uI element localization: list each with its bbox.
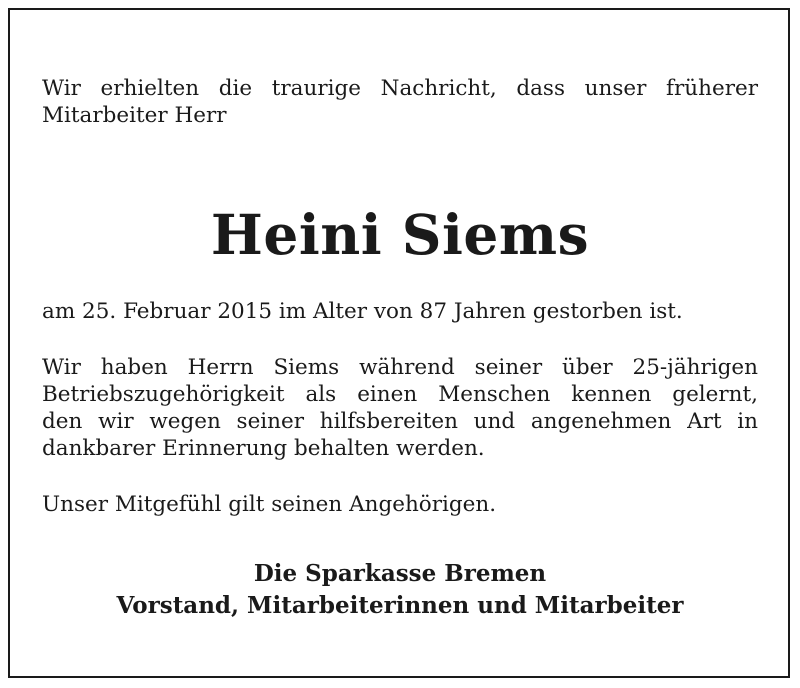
- intro-line: Mitarbeiter Herr: [42, 103, 227, 128]
- intro-paragraph: [42, 75, 758, 129]
- date-line: am 25. Februar 2015 im Alter von 87 Jahren gestorben ist.: [42, 299, 683, 324]
- notice-content: [42, 10, 758, 676]
- condolence-paragraph: [42, 491, 758, 518]
- signature-group: Vorstand, Mitarbeiterinnen und Mitarbeiter: [116, 592, 684, 619]
- body-paragraph: [42, 354, 758, 462]
- intro-line: Wir erhielten die traurige Nachricht, dass unser früherer: [42, 76, 758, 101]
- body-line: dankbarer Erinnerung behalten werden.: [42, 436, 485, 461]
- body-line: den wir wegen seiner hilfsbereiten und angenehmen Art in: [42, 409, 758, 434]
- deceased-name: Heini Siems: [210, 202, 590, 267]
- body-line: Betriebszugehörigkeit als einen Menschen kennen gelernt,: [42, 382, 758, 407]
- notice-frame: [8, 8, 790, 678]
- body-line: Wir haben Herrn Siems während seiner über 25-jährigen: [42, 355, 758, 380]
- signature-organization: Die Sparkasse Bremen: [253, 560, 547, 587]
- signature-block: [42, 558, 758, 622]
- date-paragraph: [42, 298, 758, 325]
- condolence-line: Unser Mitgefühl gilt seinen Angehörigen.: [42, 492, 497, 517]
